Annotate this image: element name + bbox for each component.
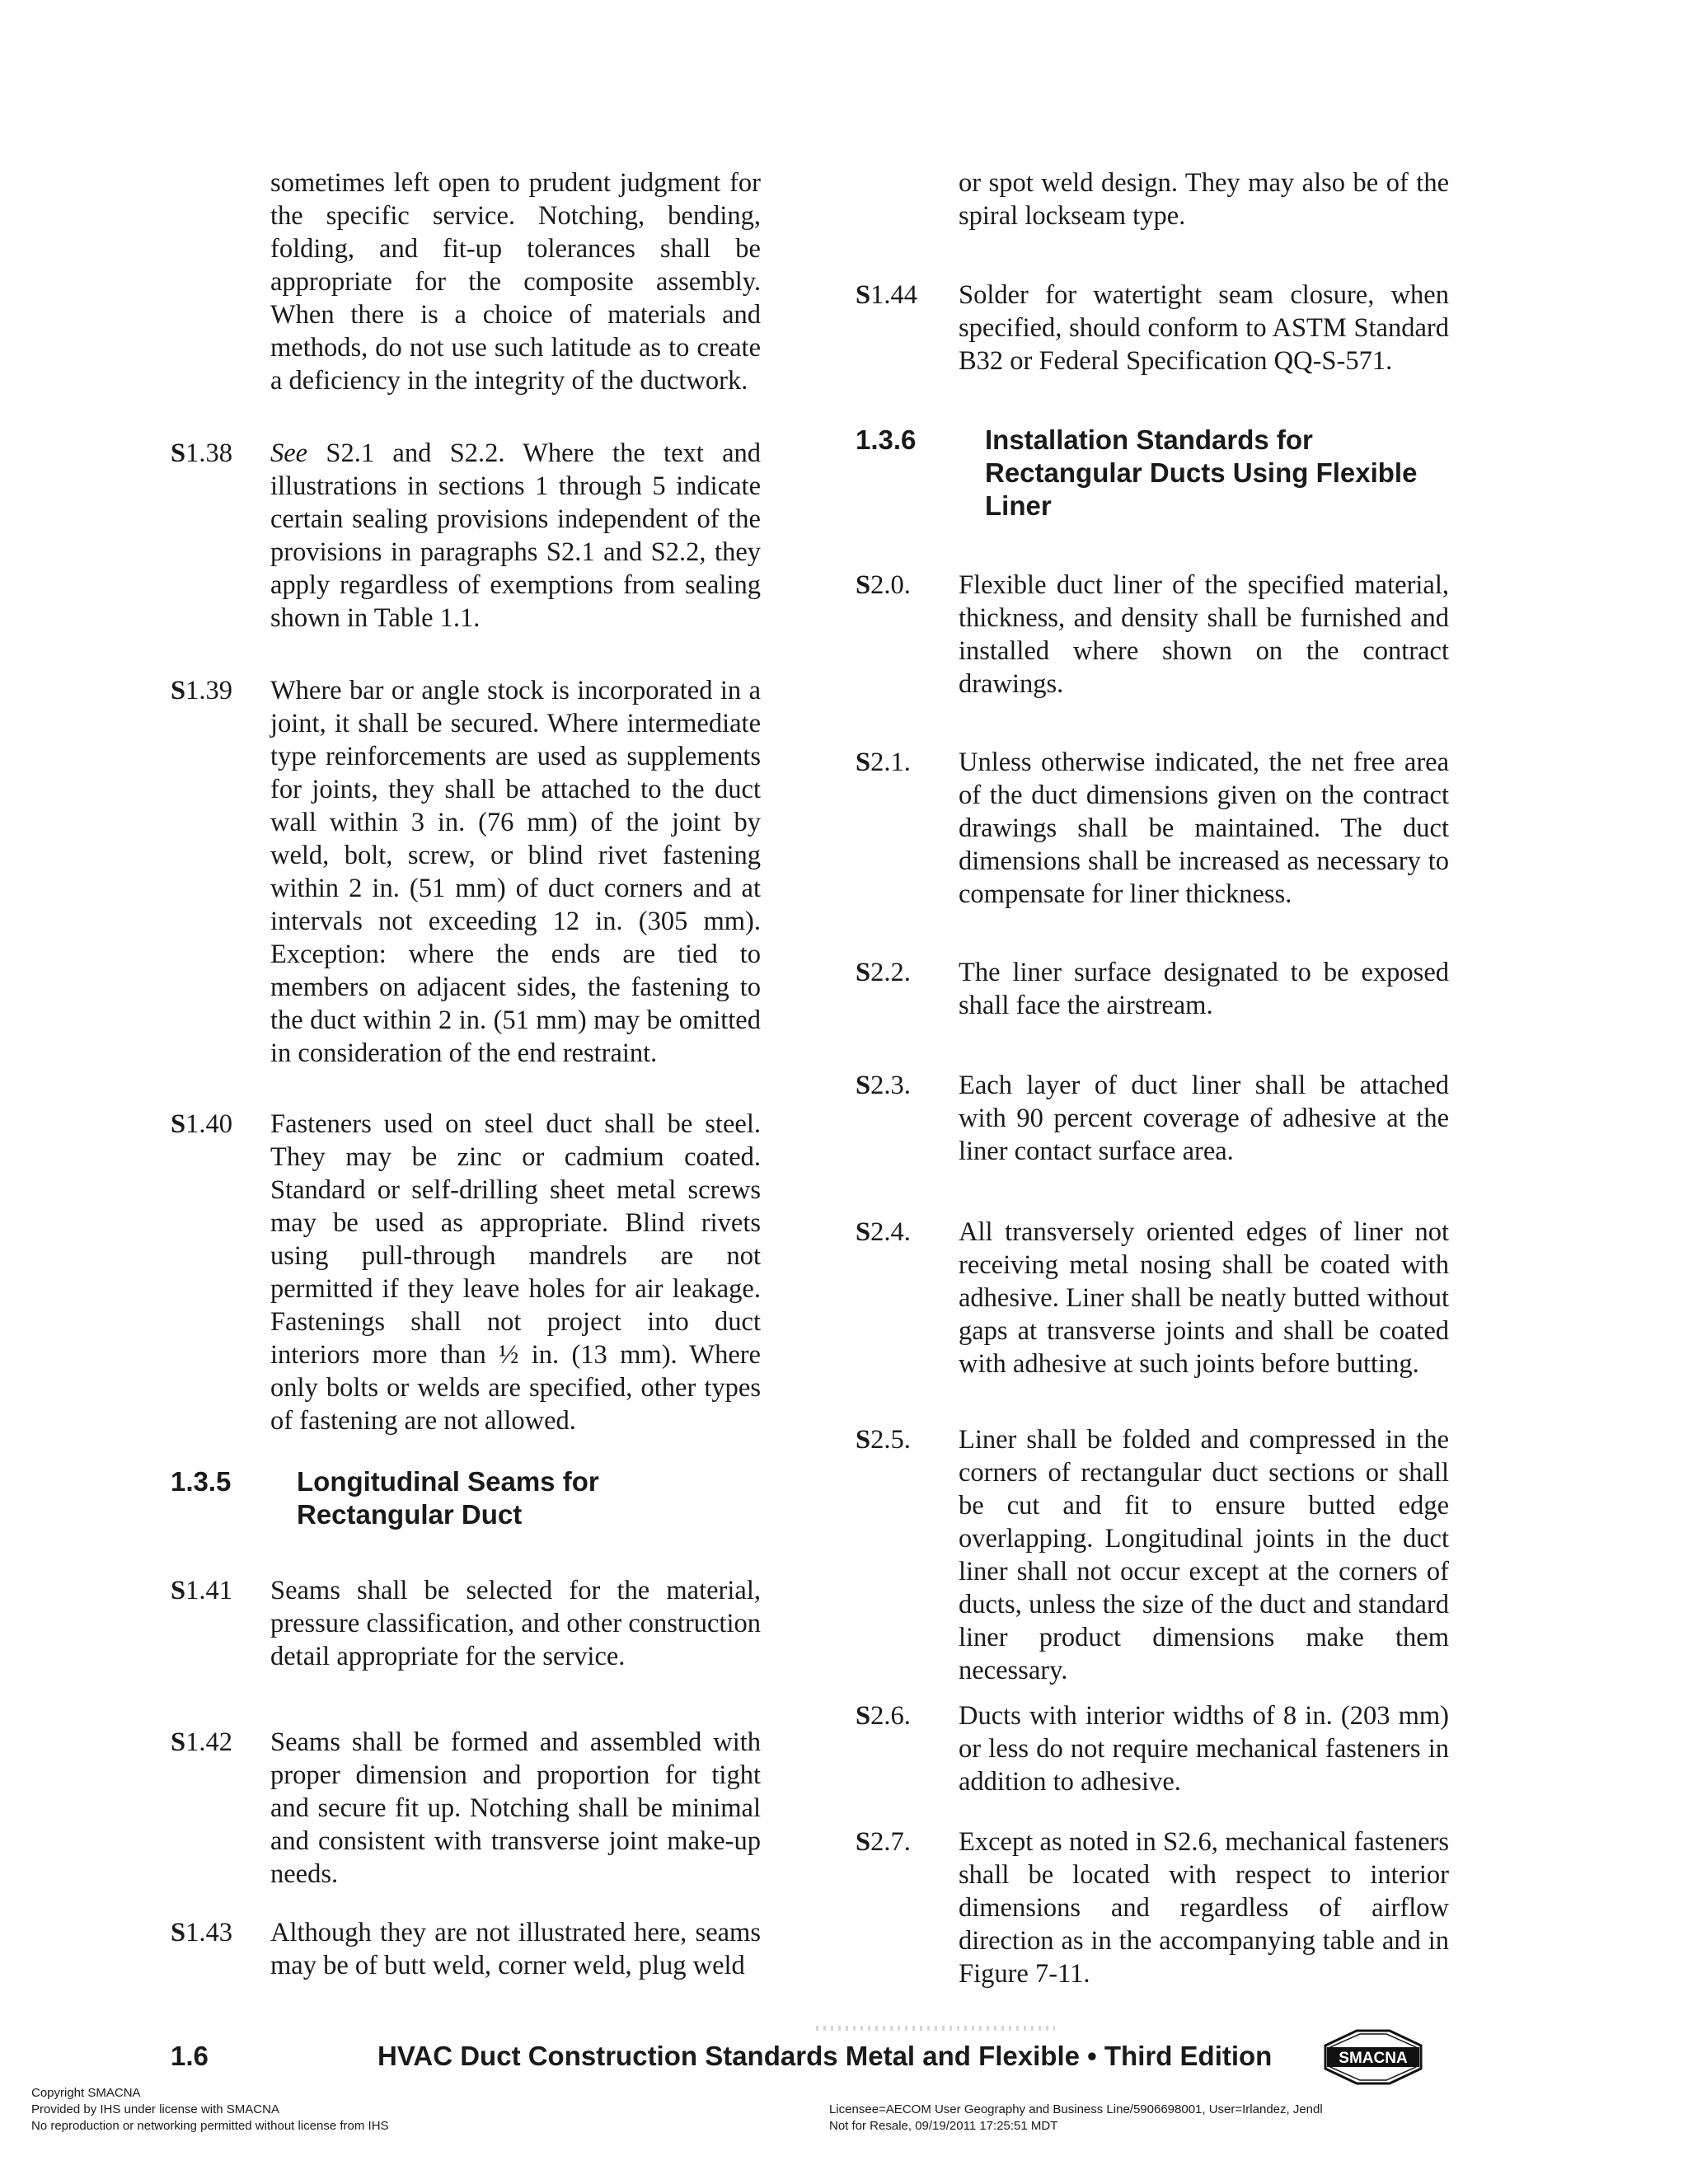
paragraph-label-s142: S1.42 [171,1727,232,1757]
continuation-paragraph: or spot weld design. They may also be of the spiral lockseam type. [959,168,1449,231]
license-line-1: Licensee=AECOM User Geography and Business Line/5906698001, User=Irlandez, Jendl [829,2102,1323,2116]
paragraph-label-s140: S1.40 [171,1109,232,1139]
section-title: Installation Standards for Rectangular Ducts Using Flexible Liner [985,424,1418,521]
paragraph-s141: Seams shall be selected for the material, pressure classification, and other construction detail appropriate for the service. [270,1576,761,1671]
smacna-logo [1324,2029,1423,2085]
svg-text:SMACNA: SMACNA [1339,2050,1408,2067]
footer-title: HVAC Duct Construction Standards Metal and Flexible • Third Edition [377,2041,1273,2071]
section-title: Longitudinal Seams for Rectangular Duct [297,1466,599,1530]
paragraph-label-s144: S1.44 [856,280,917,310]
paragraph-s140: Fasteners used on steel duct shall be steel. They may be zinc or cadmium coated. Standard or self-drilling sheet metal screws may be used as appropriate. Blind rivets using pull-through mandrels are not permitted if they leave holes for air leakage. Fastenings shall not project into duct interiors more than ½ in. (13 mm). Where only bolts or welds are specified, other types of fastening are not allowed. [270,1109,761,1436]
license-line-2: Not for Resale, 09/19/2011 17:25:51 MDT [829,2119,1058,2133]
paragraph-s144: Solder for watertight seam closure, when specified, should conform to ASTM Standard B32 or Federal Specification QQ-S-571. [959,280,1449,376]
paragraph-label-s22: S2.2. [856,958,911,987]
paragraph-s142: Seams shall be formed and assembled with proper dimension and proportion for tight and secure fit up. Notching shall be minimal and consistent with transverse joint make-up needs. [270,1727,761,1889]
paragraph-s143: Although they are not illustrated here, seams may be of butt weld, corner weld, plug weld [270,1918,761,1980]
paragraph-s21: Unless otherwise indicated, the net free area of the duct dimensions given on the contract drawings shall be maintained. The duct dimensions shall be increased as necessary to compensate for liner thickness. [959,748,1449,909]
paragraph-label-s143: S1.43 [171,1918,232,1947]
paragraph-label-s141: S1.41 [171,1576,232,1605]
paragraph-s24: All transversely oriented edges of liner not receiving metal nosing shall be coated with adhesive. Liner shall be neatly butted without gaps at transverse joints and shall be coated with adhesive at such joints before butting. [959,1217,1449,1379]
page-number: 1.6 [171,2041,209,2071]
paragraph-s22: The liner surface designated to be exposed shall face the airstream. [959,958,1449,1020]
paragraph-s26: Ducts with interior widths of 8 in. (203 mm) or less do not require mechanical fasteners in addition to adhesive. [959,1701,1449,1797]
paragraph-s20: Flexible duct liner of the specified material, thickness, and density shall be furnished and installed where shown on the contract drawings. [959,570,1449,699]
scan-artifact [816,2026,1055,2031]
copyright-line-1: Copyright SMACNA [31,2086,141,2100]
paragraph-label-s27: S2.7. [856,1827,911,1857]
paragraph-s23: Each layer of duct liner shall be attached with 90 percent coverage of adhesive at the liner contact surface area. [959,1071,1449,1166]
section-number: 1.3.5 [171,1466,232,1497]
paragraph-label-s23: S2.3. [856,1071,911,1100]
paragraph-s25: Liner shall be folded and compressed in the corners of rectangular duct sections or shall be cut and fit to ensure butted edge overlapping. Longitudinal joints in the duct liner shall not occur except at the corners of ducts, unless the size of the duct and standard liner product dimensions make them necessary. [959,1425,1449,1685]
section-number: 1.3.6 [856,424,917,455]
paragraph-label-s138: S1.38 [171,438,232,468]
copyright-line-2: Provided by IHS under license with SMACNA [31,2102,279,2116]
paragraph-label-s24: S2.4. [856,1217,911,1247]
paragraph-label-s20: S2.0. [856,570,911,600]
paragraph-label-s21: S2.1. [856,748,911,777]
paragraph-s27: Except as noted in S2.6, mechanical fasteners shall be located with respect to interior dimensions and regardless of airflow direction as in the accompanying table and in Figure 7-11. [959,1827,1449,1989]
paragraph-label-s26: S2.6. [856,1701,911,1731]
paragraph-label-s25: S2.5. [856,1425,911,1455]
paragraph-s139: Where bar or angle stock is incorporated in a joint, it shall be secured. Where intermediate type reinforcements are used as supplements for joints, they shall be attached to the duct wall within 3 in. (76 mm) of the joint by weld, bolt, screw, or blind rivet fastening within 2 in. (51 mm) of duct corners and at intervals not exceeding 12 in. (305 mm). Exception: where the ends are tied to members on adjacent sides, the fastening to the duct within 2 in. (51 mm) may be omitted in consideration of the end restraint. [270,676,761,1068]
continuation-paragraph: sometimes left open to prudent judgment for the specific service. Notching, bending, folding, and fit-up tolerances shall be appropriate for the composite assembly. When there is a choice of materials and methods, do not use such latitude as to create a deficiency in the integrity of the ductwork. [270,168,761,396]
paragraph-s138: See S2.1 and S2.2. Where the text and illustrations in sections 1 through 5 indicate certain sealing provisions independent of the provisions in paragraphs S2.1 and S2.2, they apply regardless of exemptions from sealing shown in Table 1.1. [270,438,761,633]
copyright-line-3: No reproduction or networking permitted without license from IHS [31,2119,389,2133]
paragraph-label-s139: S1.39 [171,676,232,705]
